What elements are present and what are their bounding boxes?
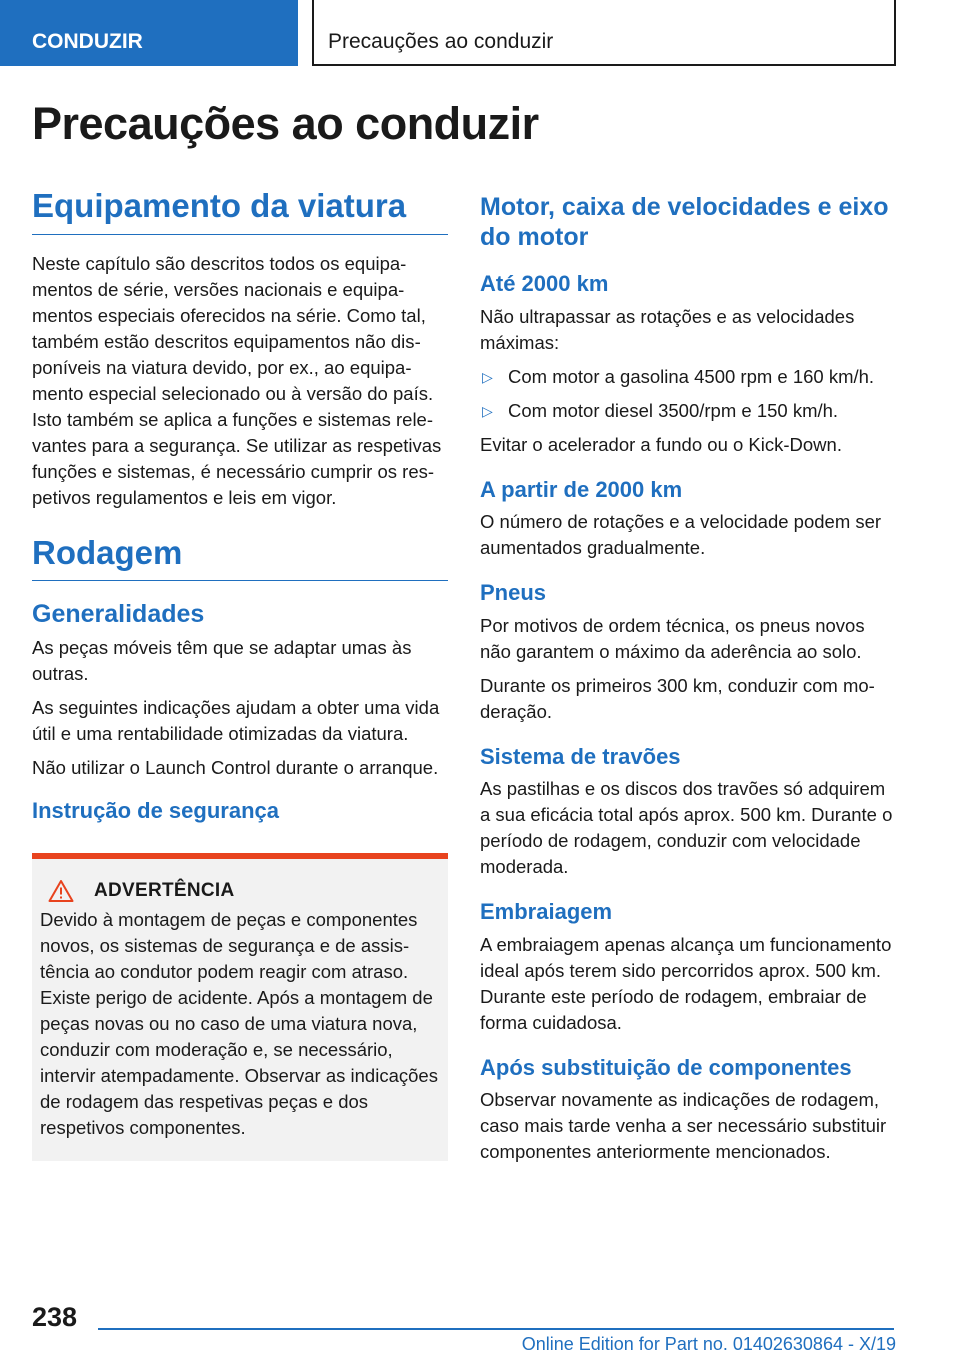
left-column bbox=[32, 186, 448, 1161]
travoes-heading: Sistema de travões bbox=[480, 743, 681, 769]
embraiagem-heading: Embraiagem bbox=[480, 899, 613, 924]
right-column bbox=[480, 186, 896, 1173]
section-tab[interactable]: Precauções ao conduzir bbox=[312, 0, 896, 66]
pneus-paragraph-1: Por motivos de ordem técnica, os pneus novos não garantem o máximo da aderência ao solo. bbox=[480, 614, 865, 662]
ate-2000-after-text: Evitar o acelerador a fundo ou o Kick-Down. bbox=[480, 433, 842, 455]
apos-substituicao-heading: Após substituição de componentes bbox=[480, 1054, 852, 1080]
pneus-heading: Pneus bbox=[480, 580, 547, 605]
warning-header bbox=[48, 879, 440, 903]
warning-title: ADVERTÊNCIA bbox=[94, 879, 235, 901]
ate-2000-text: Não ultrapassar as rotações e as velocidades máximas: bbox=[480, 305, 855, 353]
pneus-paragraph-2: Durante os primeiros 300 km, conduzir com moderação. bbox=[480, 674, 875, 722]
chapter-tab[interactable]: CONDUZIR bbox=[0, 0, 298, 66]
generalidades-heading: Generalidades bbox=[32, 600, 205, 629]
page-header bbox=[0, 0, 960, 66]
warning-text: Devido à montagem de peças e componentes novos, os sistemas de segurança e de assistência ao condutor podem reagir com atraso. Existe perigo de acidente. Após a montagem de peças novas ou no caso de uma viatura nova, conduzir com moderação e, se necessário, intervir atempadamente. Observar as indicações de rodagem das respetivas peças e dos respetivos componentes. bbox=[40, 908, 438, 1138]
apartir-2000-text: O número de rotações e a velocidade podem ser aumentados gradualmente. bbox=[480, 511, 882, 558]
generalidades-paragraph-2: As seguintes indicações ajudam a obter uma vida útil e uma rentabilidade otimizadas da viatura. bbox=[32, 697, 440, 745]
footer-divider bbox=[98, 1328, 894, 1330]
safety-heading: Instrução de segurança bbox=[32, 798, 279, 824]
warning-triangle-icon bbox=[48, 879, 74, 903]
apartir-2000-heading: A partir de 2000 km bbox=[480, 476, 683, 502]
warning-box bbox=[32, 853, 448, 1161]
page-title: Precauções ao conduzir bbox=[32, 98, 539, 149]
embraiagem-text: A embraiagem apenas alcança um funcionamento ideal após terem sido percorridos aprox. 500 km. Durante este período de rodagem, embraiar de forma cuidadosa. bbox=[480, 933, 892, 1033]
equipment-heading: Equipamento da viatura bbox=[32, 186, 448, 235]
footer-edition: Online Edition for Part no. 01402630864 - X/19 bbox=[521, 1334, 896, 1354]
page-number: 238 bbox=[32, 1302, 78, 1332]
list-item: ▷ Com motor a gasolina 4500 rpm e 160 km/h. bbox=[480, 364, 896, 390]
bullet-triangle-icon: ▷ bbox=[482, 402, 493, 419]
equipment-text: Neste capítulo são descritos todos os equipamentos de série, versões nacionais e equipamentos especiais oferecidos na série. Como tal, também estão descritos equipamentos não disponíveis na viatura devido, por ex., ao equipamento especial selecionado ou à versão do país. Isto também se aplica a funções e sistemas relevantes para a segurança. Se utilizar as respetivas funções e sistemas, é necessário cumprir os respetivos regulamentos e leis em vigor. bbox=[32, 252, 442, 508]
generalidades-paragraph-1: As peças móveis têm que se adaptar umas às outras. bbox=[32, 637, 412, 685]
apos-substituicao-text: Observar novamente as indicações de rodagem, caso mais tarde venha a ser necessário substituir componentes anteriormente mencionados. bbox=[480, 1089, 887, 1162]
list-item: ▷ Com motor diesel 3500/rpm e 150 km/h. bbox=[480, 398, 896, 424]
bullet-triangle-icon: ▷ bbox=[482, 368, 493, 385]
ate-2000-heading: Até 2000 km bbox=[480, 271, 609, 296]
rpm-limits-list bbox=[480, 364, 896, 424]
travoes-text: As pastilhas e os discos dos travões só adquirem a sua eficácia total após aprox. 500 km. Durante o período de rodagem, conduzir com velocidade moderada. bbox=[480, 778, 893, 877]
rodagem-heading: Rodagem bbox=[32, 533, 448, 582]
motor-heading: Motor, caixa de velocidades e eixo do motor bbox=[480, 193, 889, 251]
generalidades-paragraph-3: Não utilizar o Launch Control durante o arranque. bbox=[32, 757, 439, 779]
